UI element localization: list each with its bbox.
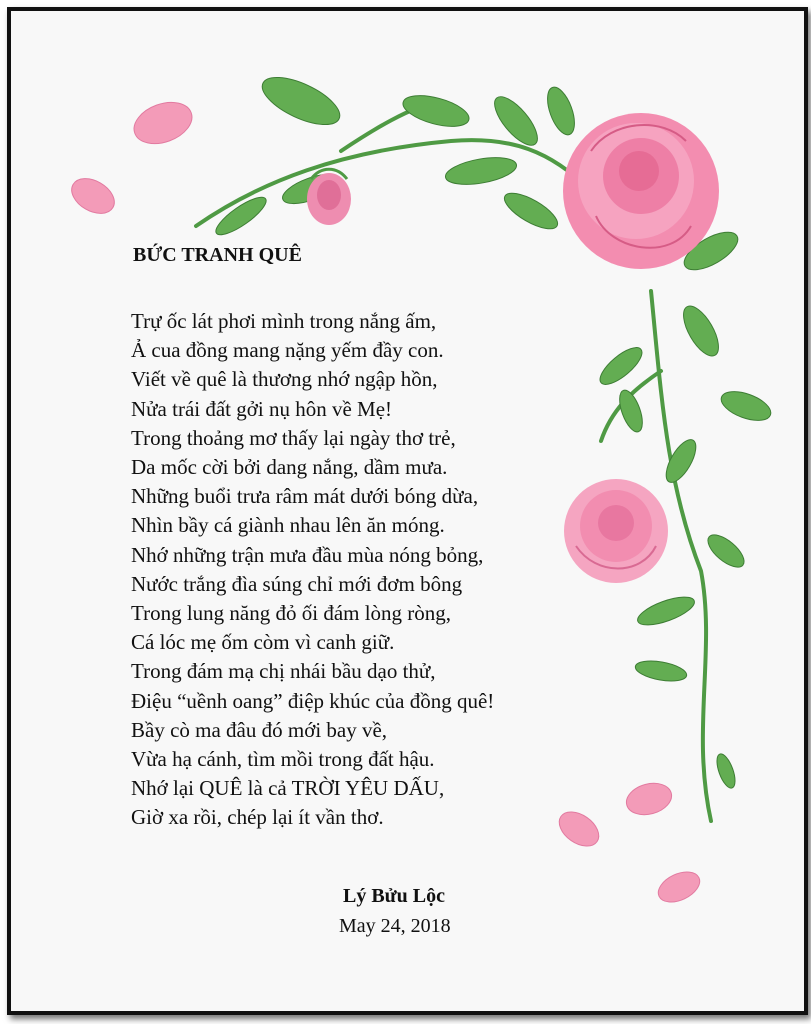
poem-line: Những buổi trưa râm mát dưới bóng dừa, <box>131 484 479 509</box>
poem-title: BỨC TRANH QUÊ <box>133 244 302 266</box>
poem-line: Trong lung năng đỏ ối đám lòng ròng, <box>131 601 452 626</box>
poem-line: Da mốc cời bởi dang nắng, dầm mưa. <box>131 455 448 480</box>
poem-line: Viết về quê là thương nhớ ngập hồn, <box>131 367 438 392</box>
rose-bud <box>307 169 351 225</box>
poem-line: Trự ốc lát phơi mình trong nắng ấm, <box>131 309 437 333</box>
poem-line: Nửa trái đất gởi nụ hôn về Mẹ! <box>131 396 393 421</box>
poem-line: Vừa hạ cánh, tìm mồi trong đất hậu. <box>131 747 435 772</box>
poem-line: Giờ xa rồi, chép lại ít vần thơ. <box>131 805 384 830</box>
poem-line: Bầy cò ma đâu đó mới bay về, <box>131 717 388 742</box>
rose-small <box>564 479 668 583</box>
author-name: Lý Bửu Lộc <box>343 885 446 907</box>
poem-line: Nhìn bầy cá giành nhau lên ăn móng. <box>131 513 445 538</box>
poem-line: Trong thoảng mơ thấy lại ngày thơ trẻ, <box>131 425 456 450</box>
poem-card <box>7 7 808 1015</box>
rose-large <box>563 113 719 269</box>
poem-lines <box>131 307 494 833</box>
poem-line: Trong đám mạ chị nhái bầu dạo thử, <box>131 659 436 684</box>
poem-date: May 24, 2018 <box>339 915 451 937</box>
poem-line: Nước trắng đìa súng chỉ mới đơm bông <box>131 571 463 596</box>
poem-line: Ả cua đồng mang nặng yếm đầy con. <box>131 338 444 363</box>
poem-line: Nhớ lại QUÊ là cả TRỜI YÊU DẤU, <box>131 776 445 801</box>
poem-line: Nhớ những trận mưa đầu mùa nóng bỏng, <box>131 542 484 567</box>
poem-line: Cá lóc mẹ ốm còm vì canh giữ. <box>131 630 395 655</box>
poem-line: Điệu “uềnh oang” điệp khúc của đồng quê! <box>131 688 495 713</box>
